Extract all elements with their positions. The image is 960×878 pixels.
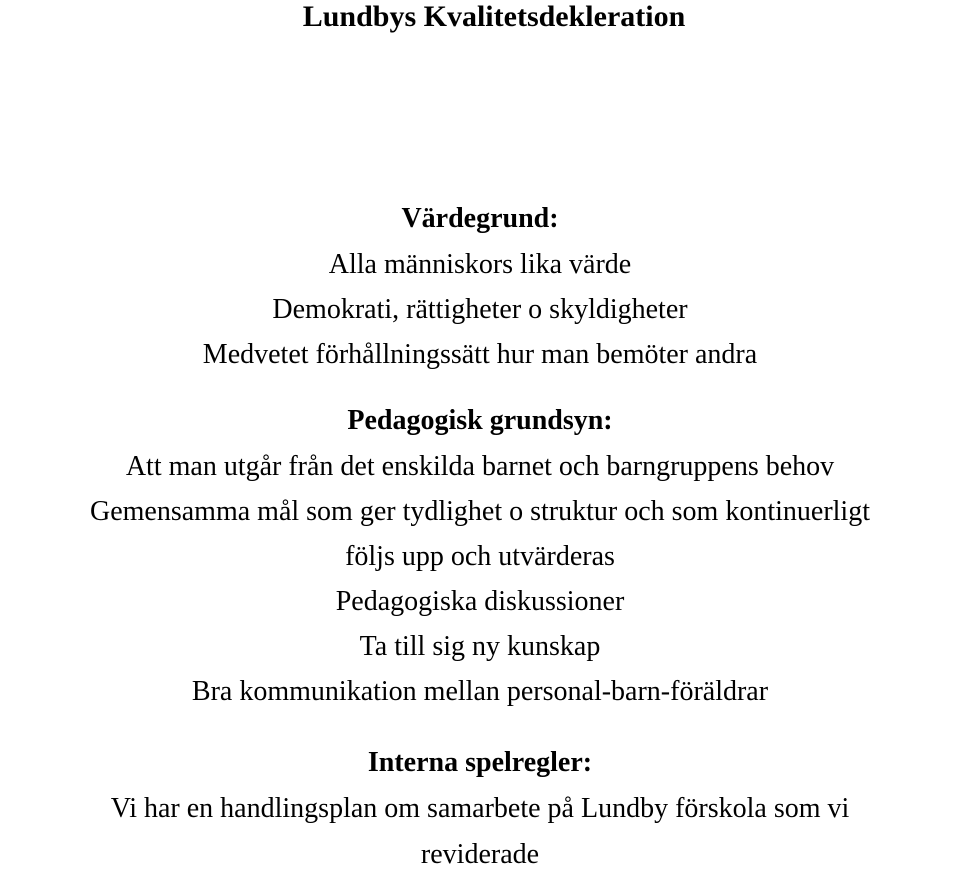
section-vardegrund <box>0 196 960 377</box>
section-line: Alla människors lika värde <box>328 249 632 280</box>
section-line: Vi har en handlingsplan om samarbete på Lundby förskola som vi <box>110 793 850 824</box>
section-heading: Pedagogisk grundsyn: <box>347 405 613 436</box>
section-line: reviderade <box>420 839 540 870</box>
section-line: Demokrati, rättigheter o skyldigheter <box>272 294 688 325</box>
section-heading: Värdegrund: <box>401 203 559 234</box>
section-interna-spelregler <box>0 740 960 878</box>
section-line: Ta till sig ny kunskap <box>359 631 601 662</box>
section-pedagogisk-grundsyn <box>0 398 960 714</box>
section-line: Pedagogiska diskussioner <box>335 586 625 617</box>
section-line: Att man utgår från det enskilda barnet och barngruppens behov <box>125 451 835 482</box>
section-line: Medvetet förhållningssätt hur man bemöter andra <box>202 339 758 370</box>
section-heading: Interna spelregler: <box>367 747 593 778</box>
section-line: Bra kommunikation mellan personal-barn-föräldrar <box>191 676 769 707</box>
section-line: följs upp och utvärderas <box>345 541 615 572</box>
section-line: Gemensamma mål som ger tydlighet o struktur och som kontinuerligt <box>90 496 870 527</box>
document-title: Lundbys Kvalitetsdekleration <box>302 0 686 33</box>
